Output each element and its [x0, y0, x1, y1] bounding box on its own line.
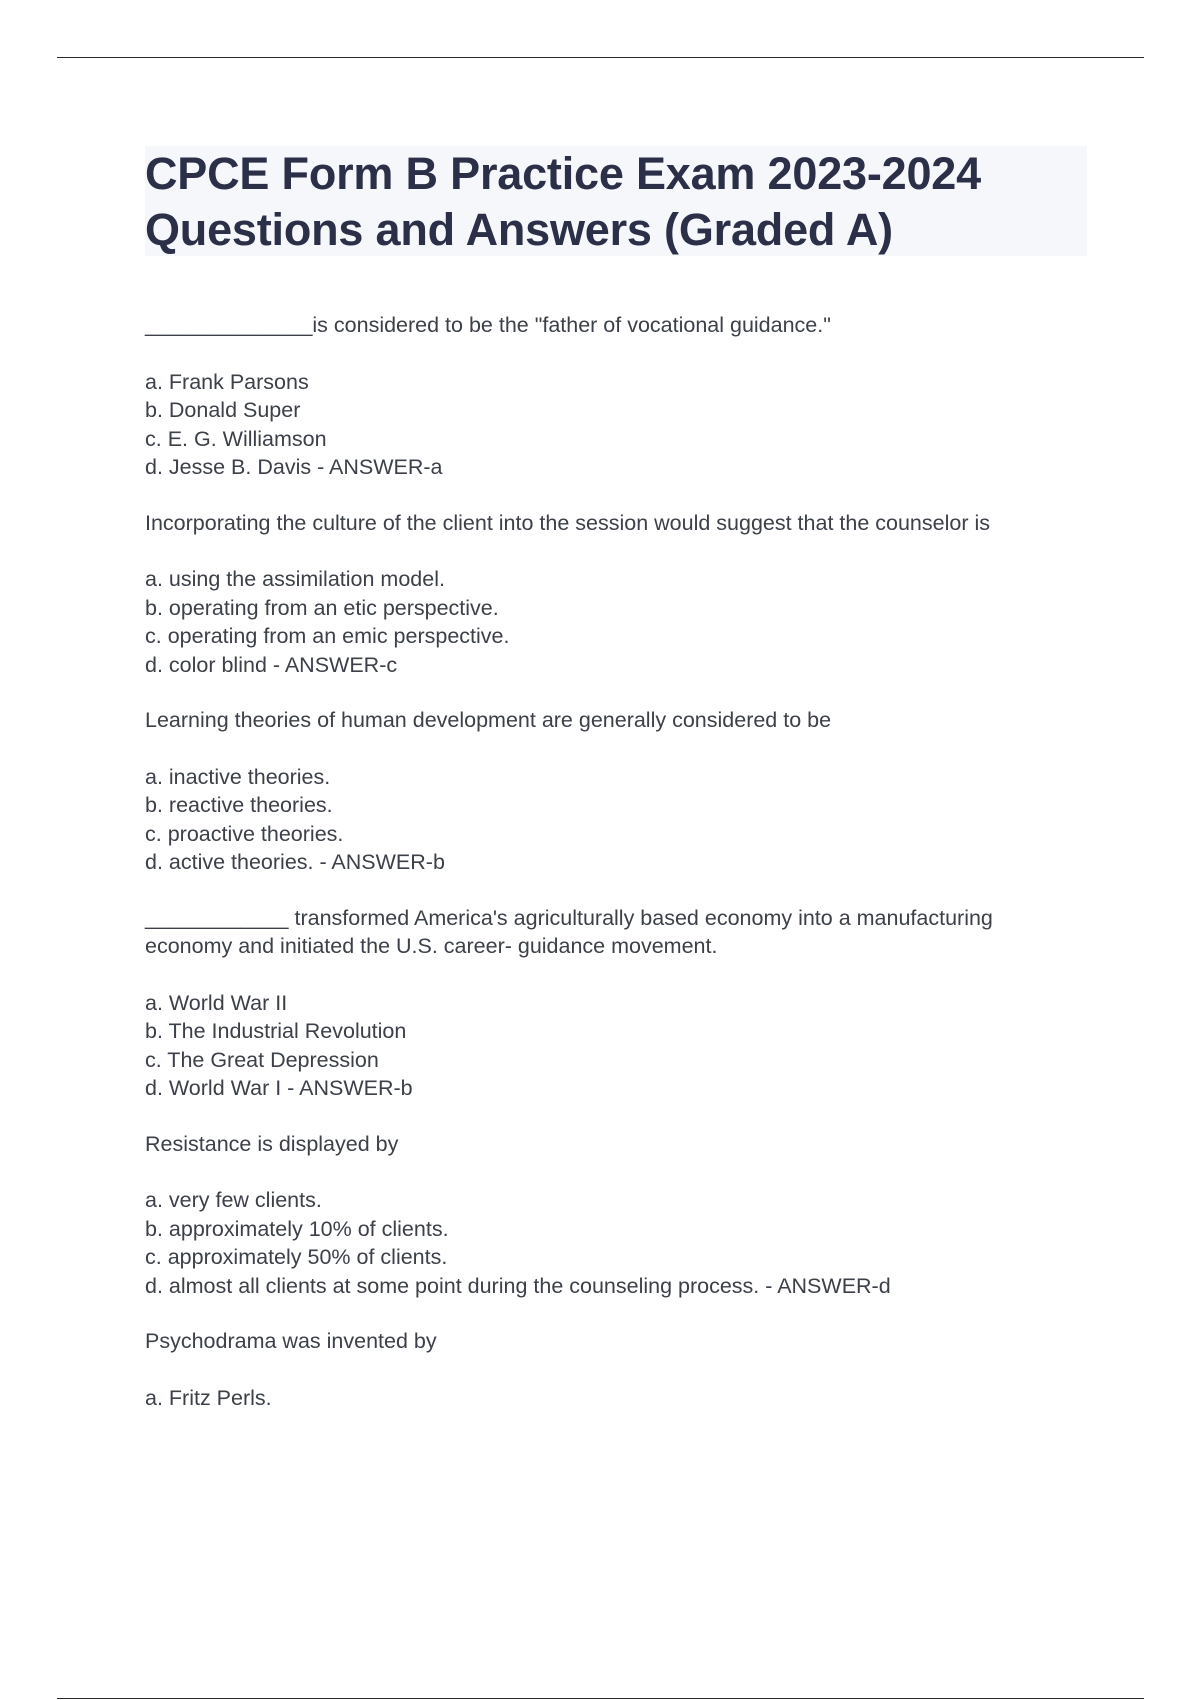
question-block [145, 1327, 1087, 1412]
option-item: a. Fritz Perls. [145, 1385, 272, 1410]
option-item: a. using the assimilation model. [145, 567, 445, 591]
option-item: c. The Great Depression [145, 1047, 379, 1072]
question-blank: ______________ [145, 313, 313, 337]
question-block [145, 311, 1087, 482]
options-list [145, 989, 1087, 1103]
footer-rule [57, 1698, 1144, 1699]
options-list [145, 1186, 1087, 1300]
options-list [145, 763, 1087, 877]
question-text [145, 1327, 1080, 1356]
question-stem: Psychodrama was invented by [145, 1329, 437, 1353]
options-list [145, 1384, 1087, 1413]
option-item: a. very few clients. [145, 1188, 322, 1212]
option-item: c. approximately 50% of clients. [145, 1245, 448, 1269]
question-stem: Learning theories of human development are generally considered to be [145, 708, 832, 732]
option-item: b. reactive theories. [145, 793, 333, 817]
question-text [145, 509, 1080, 538]
option-item: a. inactive theories. [145, 764, 331, 789]
option-item: d. Jesse B. Davis - ANSWER-a [145, 455, 443, 479]
option-item: b. Donald Super [145, 398, 301, 422]
option-item: a. World War II [145, 990, 288, 1015]
document-title [145, 146, 1087, 256]
option-item: c. operating from an emic perspective. [145, 624, 510, 648]
option-item: b. approximately 10% of clients. [145, 1216, 449, 1241]
option-item: b. The Industrial Revolution [145, 1019, 407, 1043]
question-block [145, 904, 1087, 1103]
title-line-1: CPCE Form B Practice Exam 2023-2024 [145, 148, 981, 199]
question-text [145, 904, 1080, 961]
question-block [145, 1130, 1087, 1301]
question-block [145, 706, 1087, 877]
question-stem: Resistance is displayed by [145, 1131, 399, 1156]
question-stem: Incorporating the culture of the client into the session would suggest that the counselor is [145, 510, 990, 535]
title-line-2: Questions and Answers (Graded A) [145, 204, 893, 255]
question-block [145, 509, 1087, 680]
option-item: d. active theories. - ANSWER-b [145, 850, 445, 874]
header-rule [57, 57, 1144, 58]
question-blank: ____________ [145, 905, 289, 930]
options-list [145, 368, 1087, 482]
question-text [145, 311, 1080, 340]
option-item: d. almost all clients at some point during the counseling process. - ANSWER-d [145, 1273, 891, 1298]
option-item: d. World War I - ANSWER-b [145, 1076, 413, 1100]
option-item: c. E. G. Williamson [145, 426, 327, 451]
option-item: b. operating from an etic perspective. [145, 595, 499, 620]
question-stem: is considered to be the "father of vocational guidance." [312, 313, 831, 337]
question-text [145, 1130, 1080, 1159]
option-item: c. proactive theories. [145, 821, 344, 846]
options-list [145, 565, 1087, 679]
question-stem: transformed America's agriculturally based economy into a manufacturing economy and initiated the U.S. career- guidance movement. [145, 905, 993, 958]
option-item: d. color blind - ANSWER-c [145, 652, 398, 677]
option-item: a. Frank Parsons [145, 369, 309, 394]
questions-list [145, 311, 1087, 1439]
question-text [145, 706, 1080, 735]
